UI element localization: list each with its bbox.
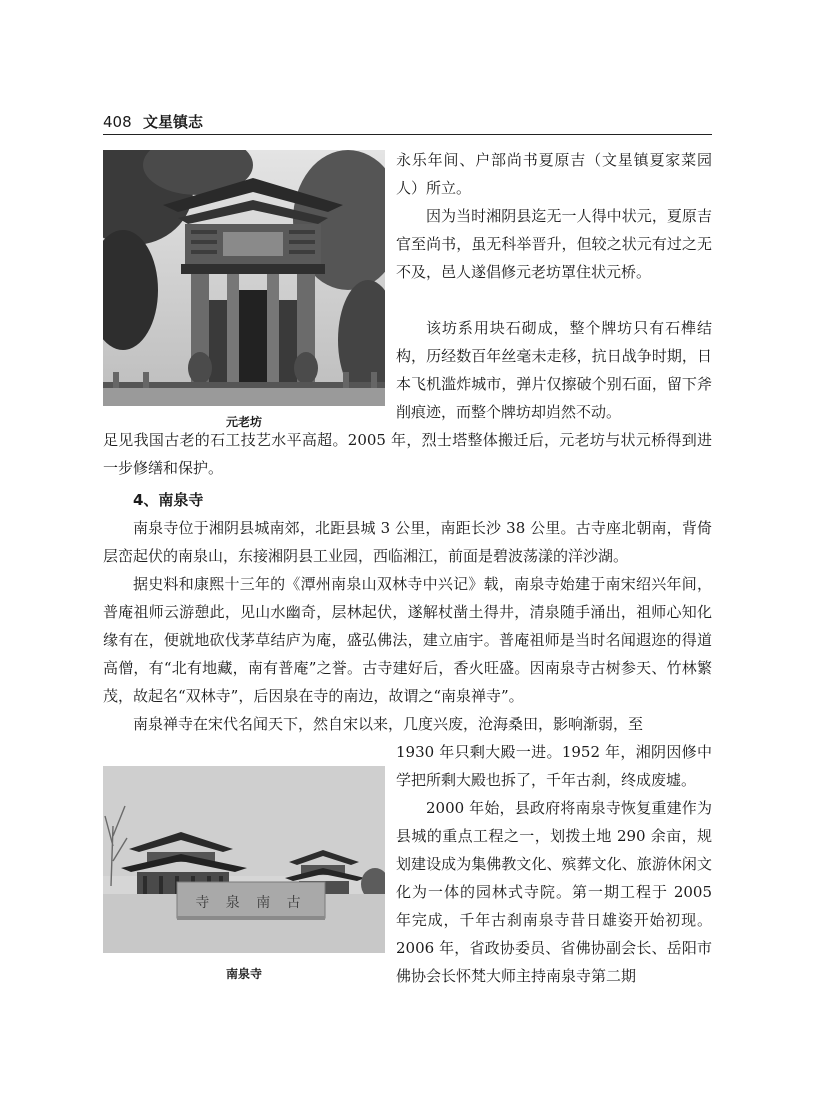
paragraph-4: 南泉寺位于湘阴县城南郊，北距县城 3 公里，南距长沙 38 公里。古寺座北朝南，背倚层峦起伏的南泉山，东接湘阴县工业园，西临湘江，前面是碧波荡漾的洋沙湖。 [103, 519, 712, 565]
nanquansi-photo [103, 766, 385, 953]
temple-complex-icon [103, 766, 385, 953]
paragraph-2: 因为当时湘阴县迄无一人得中状元，夏原吉官至尚书，虽无科举晋升，但较之状元有过之无不及，邑人遂倡修元老坊罩住状元桥。 [396, 207, 712, 281]
paragraph-3: 该坊系用块石砌成，整个牌坊只有石榫结构，历经数百年丝毫未走移，抗日战争时期，日本飞机滥炸城市，弹片仅擦破个别石面，留下斧削痕迹，而整个牌坊却岿然不动。 [396, 319, 712, 421]
paragraph-6: 南泉禅寺在宋代名闻天下，然自宋以来，几度兴废，沧海桑田，影响渐弱，至 [133, 715, 644, 733]
page-number: 408 [103, 113, 132, 131]
stone-inscription: 寺 泉 南 古 [195, 895, 307, 911]
section-heading: 4、南泉寺 [133, 491, 204, 509]
paragraph-6-continued: 1930 年只剩大殿一进。1952 年，湘阴因修中学把所剩大殿也拆了，千年古刹，终成废墟。 [396, 743, 712, 789]
book-title: 文星镇志 [143, 113, 204, 131]
paragraph-7: 2000 年始，县政府将南泉寺恢复重建作为县城的重点工程之一，划拨土地 290 余亩，规划建设成为集佛教文化、殡葬文化、旅游休闲文化为一体的园林式寺院。第一期工程于 2005 年完成，千年古刹南泉寺昔日雄姿开始初现。2006 年，省政协委员、省佛协副会长、岳阳市佛协会长怀梵大师主持南泉寺第二期 [396, 799, 712, 985]
running-header [103, 112, 712, 135]
nanquansi-caption: 南泉寺 [225, 967, 262, 981]
paragraph-1: 永乐年间、户部尚书夏原吉（文星镇夏家菜园人）所立。 [396, 151, 712, 197]
paragraph-3-continued: 足见我国古老的石工技艺水平高超。2005 年，烈士塔整体搬迁后，元老坊与状元桥得到进一步修缮和保护。 [103, 431, 712, 477]
paragraph-5: 据史料和康熙十三年的《潭州南泉山双林寺中兴记》载，南泉寺始建于南宋绍兴年间，普庵祖师云游憩此，见山水幽奇，层林起伏，遂解杖凿土得井，清泉随手涌出，祖师心知化缘有在，便就地砍伐茅草结庐为庵，盛弘佛法，建立庙宇。普庵祖师是当时名闻遐迩的得道高僧，有“北有地藏，南有普庵”之誉。古寺建好后，香火旺盛。因南泉寺古树参天、竹林繁茂，故起名“双林寺”，后因泉在寺的南边，故谓之“南泉禅寺”。 [103, 575, 712, 705]
yuanlaofang-caption: 元老坊 [225, 415, 262, 429]
yuanlaofang-photo [103, 150, 385, 406]
stone-memorial-archway-icon [103, 150, 385, 406]
